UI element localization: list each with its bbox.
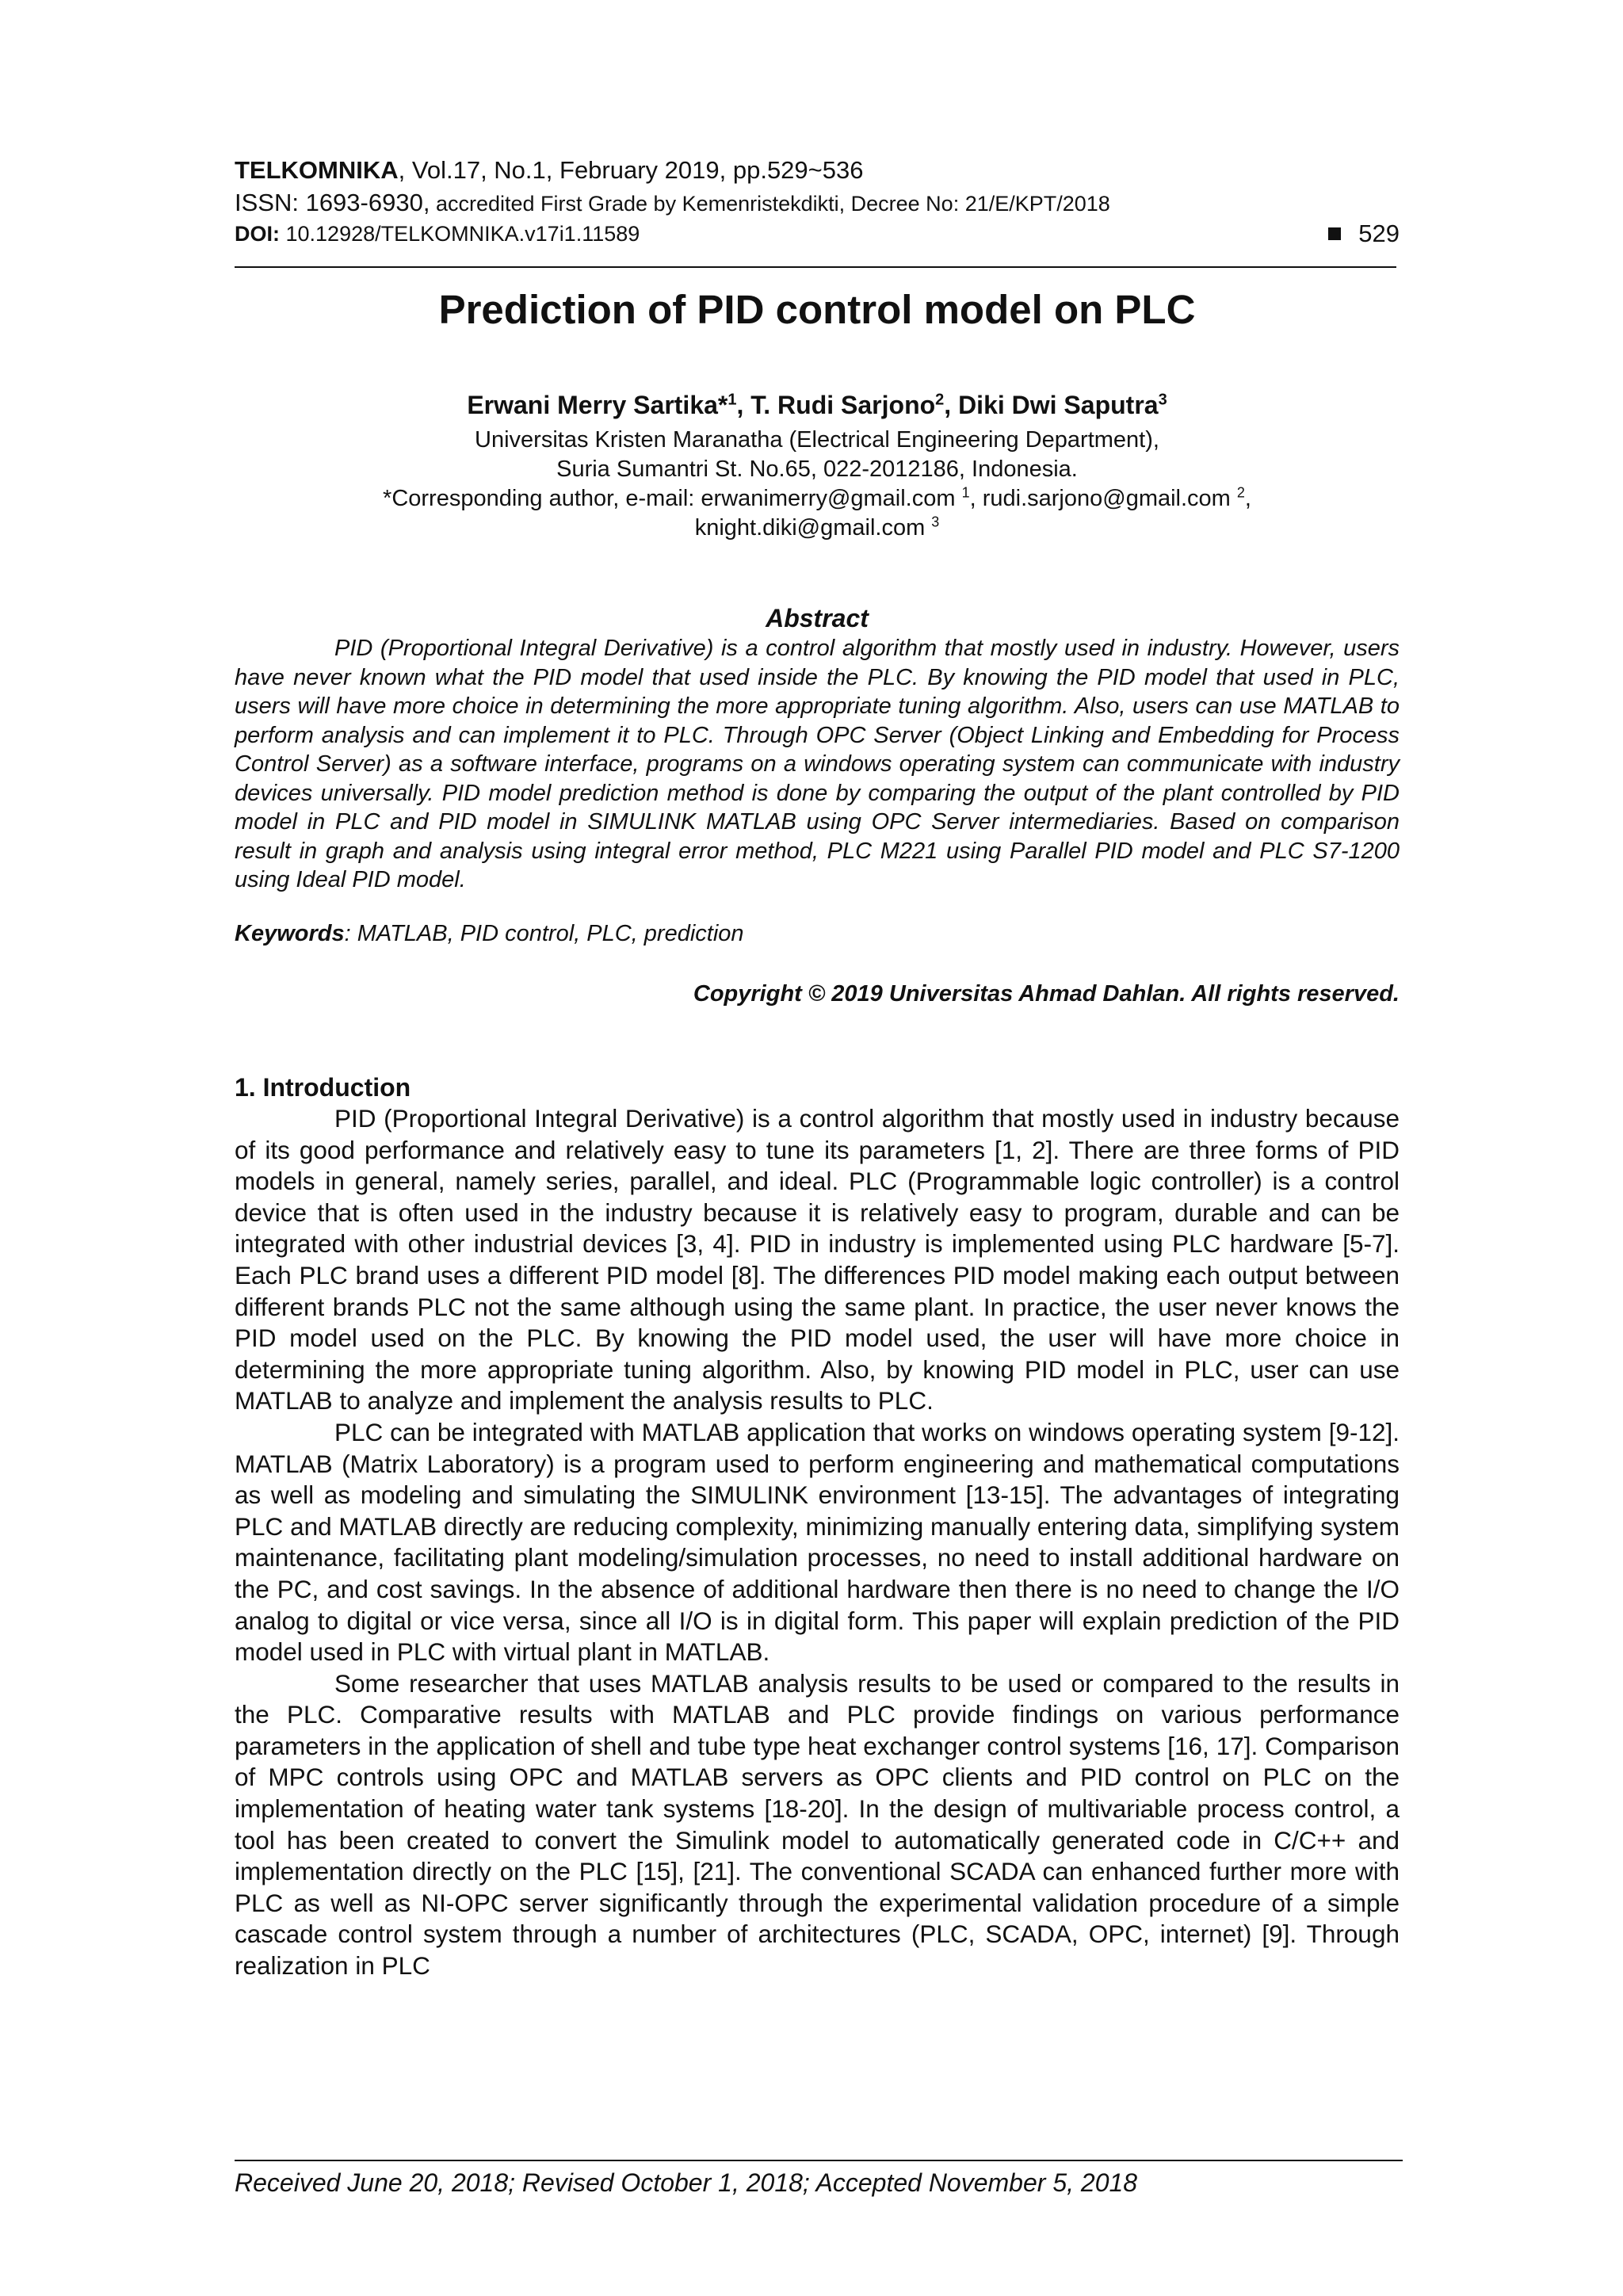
doi-label: DOI: [235,222,280,246]
intro-paragraph-1: PID (Proportional Integral Derivative) is a control algorithm that mostly used in industry because of its good performance and relatively easy to tune its parameters [1, 2]. There are three forms of PID models in general, namely series, parallel, and ideal. PLC (Programmable logic controller) is a control device that is often used in the industry because it is relatively easy to program, durable and can be integrated with other industrial devices [3, 4]. PID in industry is implemented using PLC hardware [5-7]. Each PLC brand uses a different PID model [8]. The differences PID model making each output between different brands PLC not the same although using the same plant. In practice, the user never knows the PID model used on the PLC. By knowing the PID model used, the user will have more choice in determining the more appropriate tuning algorithm. Also, by knowing PID model in PLC, user can use MATLAB to analyze and implement the analysis results to PLC. [235,1104,1400,1415]
author-list [235,388,1400,422]
doi-value: 10.12928/TELKOMNIKA.v17i1.11589 [280,222,640,246]
email-3-mark: 3 [931,514,940,530]
journal-name: TELKOMNIKA [235,156,399,184]
corresponding-author [235,484,1400,514]
affiliation-line-2: Suria Sumantri St. No.65, 022-2012186, Indonesia. [556,457,1078,482]
square-bullet-icon [1328,227,1341,240]
issn-line [235,189,1110,218]
doi-line [235,220,640,247]
journal-volume: , Vol.17, No.1, February 2019, pp.529~536 [398,156,864,184]
keywords-label: Keywords [235,921,345,946]
abstract-heading: Abstract [766,604,869,632]
author-1: Erwani Merry Sartika* [467,391,728,419]
email-2-text: , rudi.sarjono@gmail.com [969,486,1237,511]
email-3-text: knight.diki@gmail.com [694,515,932,541]
section-heading-introduction: 1. Introduction [235,1073,411,1102]
email-3-line [235,514,1400,543]
author-3: , Diki Dwi Saputra [944,391,1159,419]
accreditation-text: accredited First Grade by Kemenristekdikti, Decree No: 21/E/KPT/2018 [430,192,1110,216]
author-2-mark: 2 [935,391,945,409]
email-1-text: *Corresponding author, e-mail: erwanimerry@gmail.com [383,486,962,511]
introduction-body [235,1103,1400,1982]
page-number [1328,220,1400,247]
affiliation-block [235,426,1400,543]
author-3-mark: 3 [1158,391,1167,409]
issn-label: ISSN: 1693-6930, [235,189,430,216]
copyright-notice: Copyright © 2019 Universitas Ahmad Dahlan. All rights reserved. [693,981,1400,1007]
keywords-text: : MATLAB, PID control, PLC, prediction [344,921,744,946]
keywords-line [235,919,744,948]
email-1-mark: 1 [961,484,970,501]
abstract-text: PID (Proportional Integral Derivative) is a control algorithm that mostly used in industry. However, users have never known what the PID model that used inside the PLC. By knowing the PID model that used in PLC, users will have more choice in determining the more appropriate tuning algorithm. Also, users can use MATLAB to perform analysis and can implement it to PLC. Through OPC Server (Object Linking and Embedding for Process Control Server) as a software interface, programs on a windows operating system can communicate with industry devices universally. PID model prediction method is done by comparing the output of the plant controlled by PID model in PLC and PID model in SIMULINK MATLAB using OPC Server intermediaries. Based on comparison result in graph and analysis using integral error method, PLC M221 using Parallel PID model and PLC S7-1200 using Ideal PID model. [235,636,1400,892]
email-2-mark: 2 [1236,484,1245,501]
author-2: , T. Rudi Sarjono [736,391,936,419]
received-dates: Received June 20, 2018; Revised October 1, 2018; Accepted November 5, 2018 [235,2168,1138,2197]
email-2-comma: , [1244,486,1251,511]
paper-title: Prediction of PID control model on PLC [438,287,1196,332]
header-divider [235,266,1396,268]
footer-divider [235,2160,1403,2161]
intro-paragraph-3: Some researcher that uses MATLAB analysis results to be used or compared to the results in the PLC. Comparative results with MATLAB and PLC provide findings on various performance parameters in the application of shell and tube type heat exchanger control systems [16, 17]. Comparison of MPC controls using OPC and MATLAB servers as OPC clients and PID control on PLC on the implementation of heating water tank systems [18-20]. In the design of multivariable process control, a tool has been created to convert the Simulink model to automatically generated code in C/C++ and implementation directly on the PLC [15], [21]. The conventional SCADA can enhanced further more with PLC as well as NI-OPC server significantly through the experimental validation procedure of a simple cascade control system through a number of architectures (PLC, SCADA, OPC, internet) [9]. Through realization in PLC [235,1668,1400,1981]
page-number-value: 529 [1358,220,1400,247]
author-1-mark: 1 [727,391,737,409]
journal-citation [235,155,864,185]
intro-paragraph-2: PLC can be integrated with MATLAB application that works on windows operating system [9-12]. MATLAB (Matrix Laboratory) is a program used to perform engineering and mathematical computations as well as modeling and simulating the SIMULINK environment [13-15]. The advantages of integrating PLC and MATLAB directly are reducing complexity, minimizing manually entering data, simplifying system maintenance, facilitating plant modeling/simulation processes, no need to install additional hardware on the PC, and cost savings. In the absence of additional hardware then there is no need to change the I/O analog to digital or vice versa, since all I/O is in digital form. This paper will explain prediction of the PID model used in PLC with virtual plant in MATLAB. [235,1417,1400,1667]
affiliation-line-1: Universitas Kristen Maranatha (Electrical Engineering Department), [475,427,1159,453]
